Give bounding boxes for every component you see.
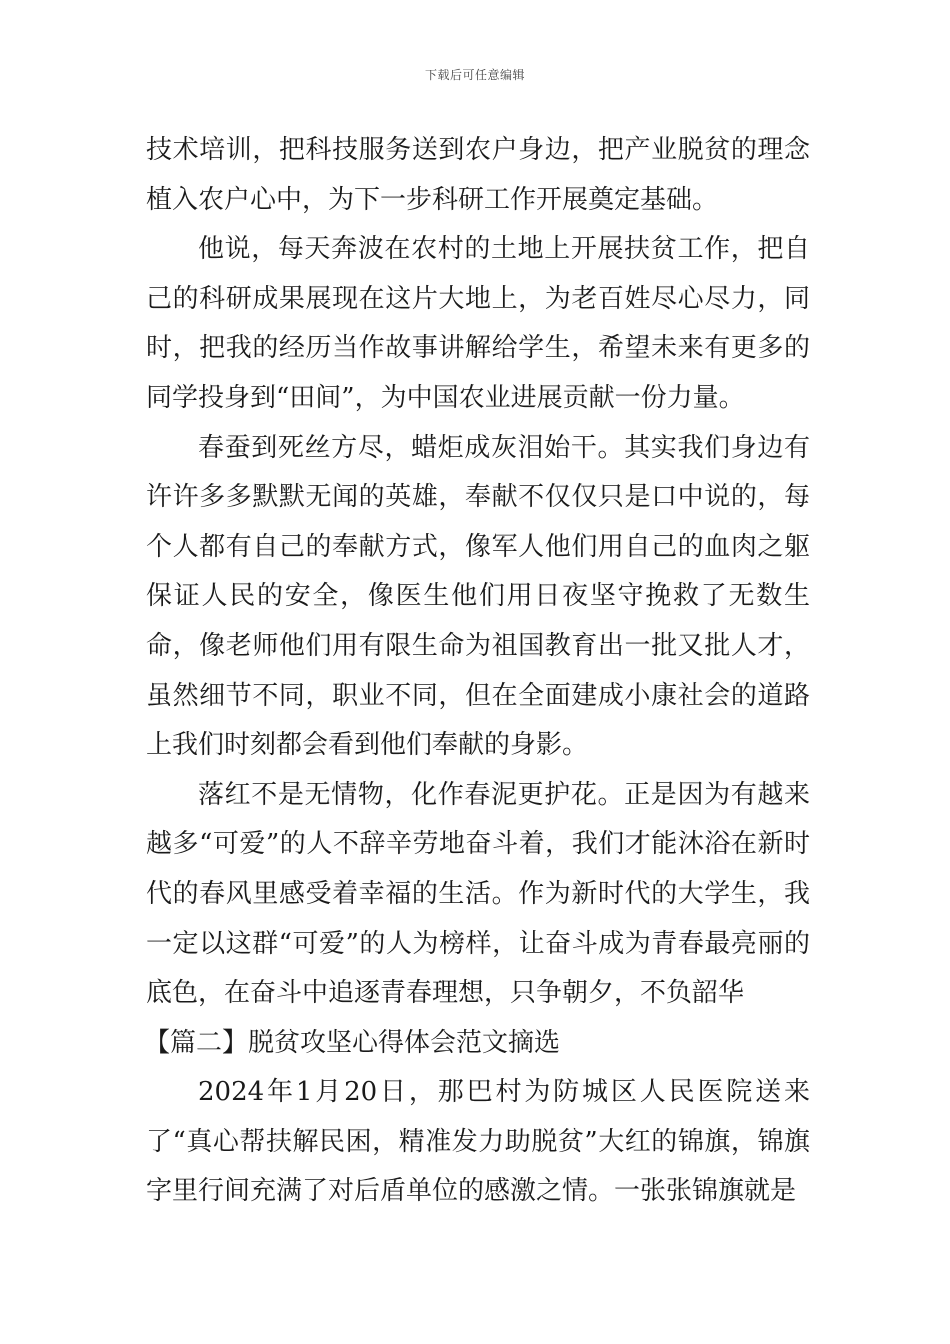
section-paragraph-1: 2024年1月20日，那巴村为防城区人民医院送来了“真心帮扶解民困，精准发力助脱贫”大红的锦旗，锦旗字里行间充满了对后盾单位的感激之情。一张张锦旗就是 xyxy=(146,1077,810,1207)
paragraph-4: 落红不是无情物，化作春泥更护花。正是因为有越来越多“可爱”的人不辞辛劳地奋斗着，我们才能沐浴在新时代的春风里感受着幸福的生活。作为新时代的大学生，我一定以这群“可爱”的人为榜样，让奋斗成为青春最亮丽的底色，在奋斗中追逐青春理想，只争朝夕，不负韶华 xyxy=(146,779,810,1009)
paragraph-1: 技术培训，把科技服务送到农户身边，把产业脱贫的理念植入农户心中，为下一步科研工作开展奠定基础。 xyxy=(146,135,810,215)
section-heading: 【篇二】脱贫攻坚心得体会范文摘选 xyxy=(144,1027,561,1058)
page-header-note: 下载后可任意编辑 xyxy=(424,68,525,82)
paragraph-2: 他说，每天奔波在农村的土地上开展扶贫工作，把自己的科研成果展现在这片大地上，为老百姓尽心尽力，同时，把我的经历当作故事讲解给学生，希望未来有更多的同学投身到“田间”，为中国农业进展贡献一份力量。 xyxy=(146,234,810,413)
paragraph-3: 春蚕到死丝方尽，蜡炬成灰泪始干。其实我们身边有许许多多默默无闻的英雄，奉献不仅仅只是口中说的，每个人都有自己的奉献方式，像军人他们用自己的血肉之躯保证人民的安全，像医生他们用日夜坚守挽救了无数生命，像老师他们用有限生命为祖国教育出一批又批人才，虽然细节不同，职业不同，但在全面建成小康社会的道路上我们时刻都会看到他们奉献的身影。 xyxy=(146,432,810,761)
document-body xyxy=(146,126,810,1217)
